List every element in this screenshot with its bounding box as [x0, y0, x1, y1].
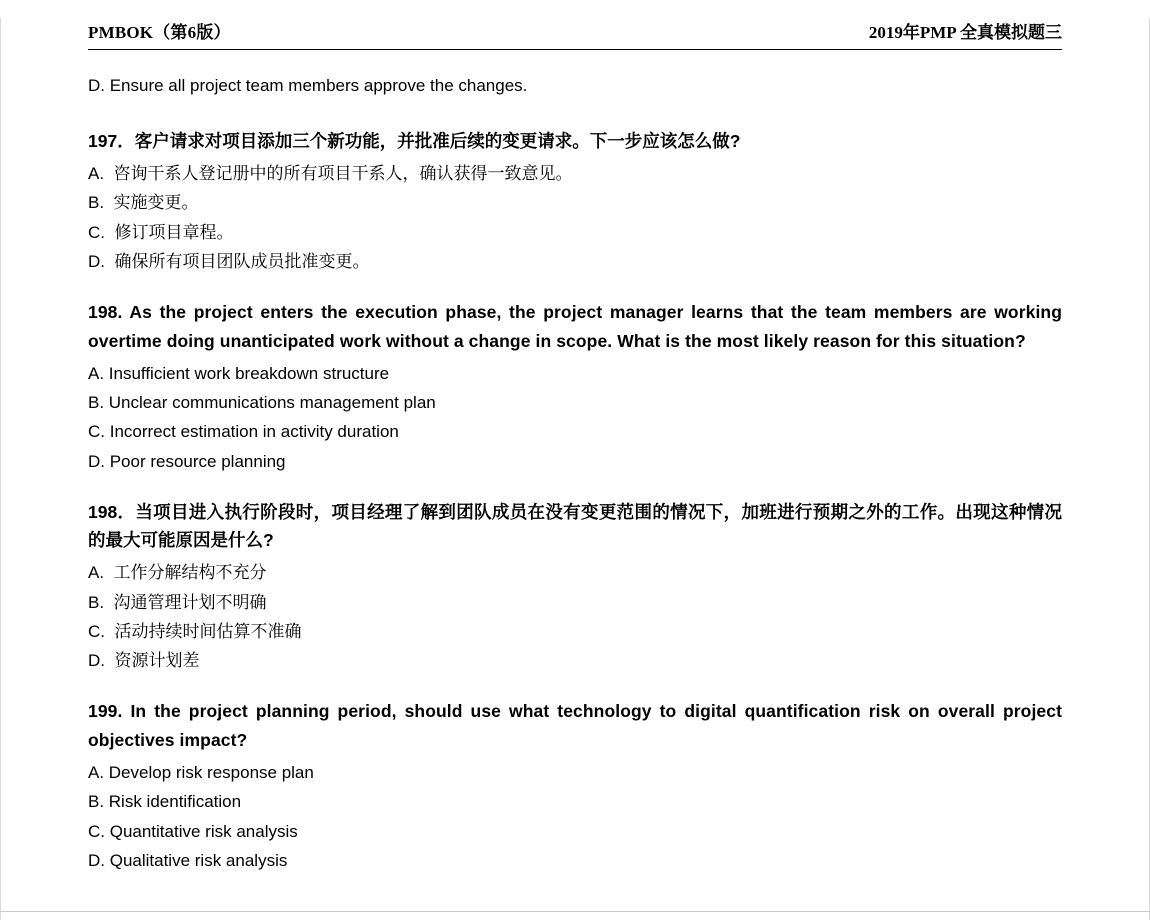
document-page	[0, 18, 1150, 920]
question-option: D. Qualitative risk analysis	[88, 850, 288, 870]
question-option: C. Quantitative risk analysis	[88, 821, 298, 841]
question-option: B. Risk identification	[88, 792, 242, 812]
question-option: A. Insufficient work breakdown structure	[88, 363, 390, 383]
question-stem: 198. As the project enters the execution phase, the project manager learns that the team members are working overtime doing unanticipated work without a change in scope. What is the most likely reason for this situation?	[88, 302, 1062, 351]
previous-question-option-d: D. Ensure all project team members approve the changes.	[88, 76, 528, 95]
question-stem: 198．当项目进入执行阶段时，项目经理了解到团队成员在没有变更范围的情况下，加班进行预期之外的工作。出现这种情况 的最大可能原因是什么?	[88, 501, 1062, 551]
question-option: D. 资源计划差	[88, 651, 200, 671]
question-stem: 199. In the project planning period, should use what technology to digital quantification risk on overall project objectives impact?	[88, 701, 1062, 750]
header-title-left: PMBOK（第6版）	[88, 23, 231, 42]
page-header	[88, 18, 1062, 50]
question-option: A. Develop risk response plan	[88, 763, 314, 783]
page-left-border	[0, 18, 1, 920]
question-option: A. 咨询干系人登记册中的所有项目干系人，确认获得一致意见。	[88, 164, 573, 184]
question-option: C. 活动持续时间估算不准确	[88, 621, 302, 641]
question-198-zh	[88, 498, 1062, 676]
question-option: B. 沟通管理计划不明确	[88, 592, 267, 612]
question-option: B. Unclear communications management plan	[88, 393, 436, 413]
question-option: B. 实施变更。	[88, 193, 199, 213]
question-option: D. 确保所有项目团队成员批准变更。	[88, 251, 370, 271]
question-stem: 197．客户请求对项目添加三个新功能，并批准后续的变更请求。下一步应该怎么做?	[88, 130, 741, 151]
question-197	[88, 127, 1062, 276]
page-bottom-border	[0, 911, 1150, 912]
question-option: D. Poor resource planning	[88, 451, 286, 471]
question-option: A. 工作分解结构不充分	[88, 563, 267, 583]
question-198-en	[88, 298, 1062, 476]
question-199	[88, 697, 1062, 875]
question-option: C. Incorrect estimation in activity duration	[88, 422, 399, 442]
document-body	[88, 50, 1062, 875]
header-title-right: 2019年PMP 全真模拟题三	[868, 23, 1062, 42]
question-option: C. 修订项目章程。	[88, 222, 234, 242]
